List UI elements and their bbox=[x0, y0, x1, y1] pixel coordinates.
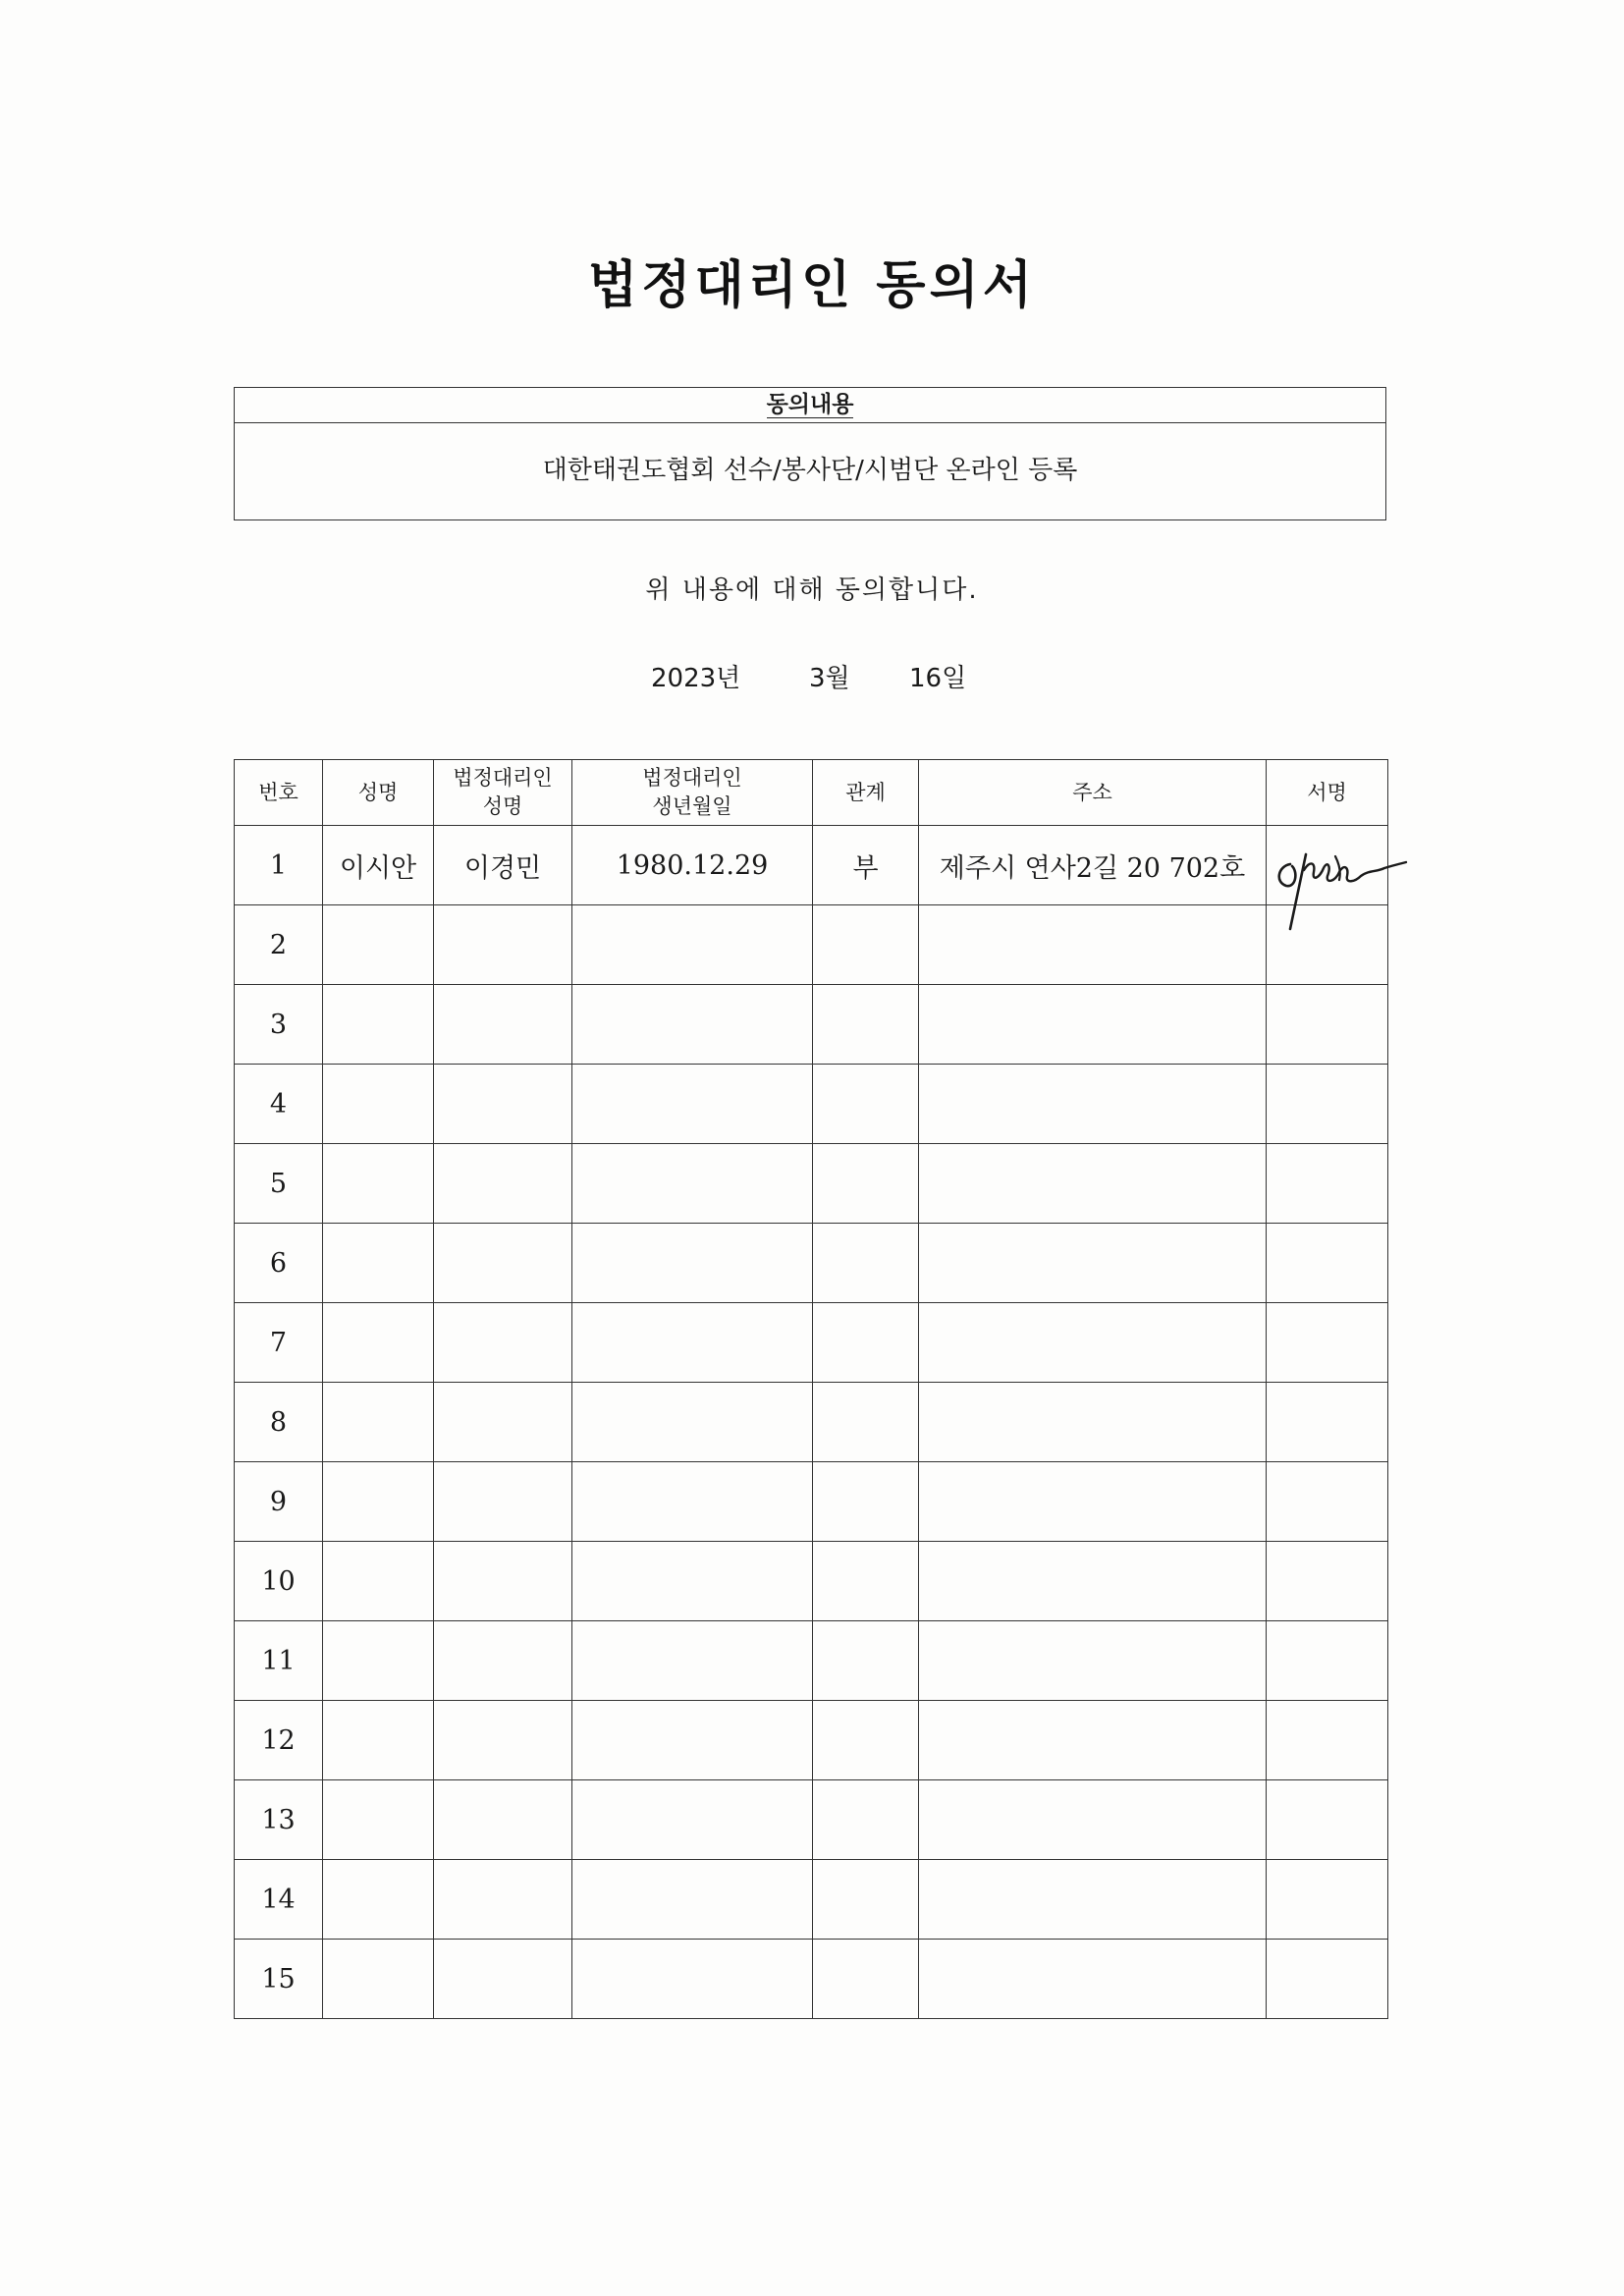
cell-relation bbox=[813, 1860, 919, 1940]
table-row bbox=[235, 1701, 1388, 1780]
cell-name bbox=[323, 1065, 434, 1144]
cell-signature bbox=[1267, 985, 1388, 1065]
date-month: 3월 bbox=[809, 664, 850, 693]
table-row bbox=[235, 1383, 1388, 1462]
cell-relation bbox=[813, 1701, 919, 1780]
header-no: 번호 bbox=[235, 760, 323, 826]
table-row bbox=[235, 1303, 1388, 1383]
cell-address bbox=[919, 1701, 1267, 1780]
cell-no: 1 bbox=[235, 826, 323, 905]
cell-address bbox=[919, 1383, 1267, 1462]
cell-name bbox=[323, 1383, 434, 1462]
table-row bbox=[235, 1940, 1388, 2019]
cell-guardian-birth: 1980.12.29 bbox=[572, 826, 813, 905]
consent-content-box bbox=[234, 387, 1386, 520]
cell-signature bbox=[1267, 1701, 1388, 1780]
cell-signature bbox=[1267, 1780, 1388, 1860]
cell-guardian-name bbox=[434, 1701, 572, 1780]
cell-no: 15 bbox=[235, 1940, 323, 2019]
cell-guardian-birth bbox=[572, 1462, 813, 1542]
cell-guardian-name bbox=[434, 905, 572, 985]
cell-address bbox=[919, 1940, 1267, 2019]
cell-no: 8 bbox=[235, 1383, 323, 1462]
header-guardian-name-line1: 법정대리인 bbox=[453, 766, 553, 790]
header-address: 주소 bbox=[919, 760, 1267, 826]
document-title: 법정대리인 동의서 bbox=[588, 255, 1036, 315]
cell-no: 10 bbox=[235, 1542, 323, 1621]
cell-signature bbox=[1267, 1940, 1388, 2019]
cell-relation bbox=[813, 1144, 919, 1224]
table-row bbox=[235, 1542, 1388, 1621]
cell-guardian-birth bbox=[572, 1065, 813, 1144]
table-row bbox=[235, 1144, 1388, 1224]
cell-address: 제주시 연사2길 20 702호 bbox=[919, 826, 1267, 905]
cell-no: 6 bbox=[235, 1224, 323, 1303]
cell-guardian-name bbox=[434, 1065, 572, 1144]
cell-guardian-name bbox=[434, 1542, 572, 1621]
table-row bbox=[235, 1224, 1388, 1303]
cell-guardian-birth bbox=[572, 1940, 813, 2019]
cell-guardian-name bbox=[434, 1224, 572, 1303]
cell-guardian-name bbox=[434, 1303, 572, 1383]
header-guardian-birth-line1: 법정대리인 bbox=[642, 766, 742, 790]
cell-guardian-name bbox=[434, 1940, 572, 2019]
cell-no: 5 bbox=[235, 1144, 323, 1224]
date-day: 16일 bbox=[909, 664, 967, 693]
cell-address bbox=[919, 1144, 1267, 1224]
table-row bbox=[235, 1780, 1388, 1860]
cell-relation bbox=[813, 1462, 919, 1542]
cell-guardian-name bbox=[434, 1462, 572, 1542]
cell-name bbox=[323, 1144, 434, 1224]
cell-guardian-birth bbox=[572, 1701, 813, 1780]
cell-guardian-name bbox=[434, 1383, 572, 1462]
cell-address bbox=[919, 1860, 1267, 1940]
cell-guardian-birth bbox=[572, 1621, 813, 1701]
cell-no: 14 bbox=[235, 1860, 323, 1940]
cell-guardian-birth bbox=[572, 985, 813, 1065]
agreement-statement: 위 내용에 대해 동의합니다. bbox=[645, 575, 979, 605]
cell-name bbox=[323, 1462, 434, 1542]
cell-signature bbox=[1267, 1144, 1388, 1224]
cell-guardian-name bbox=[434, 1144, 572, 1224]
cell-address bbox=[919, 1462, 1267, 1542]
cell-name bbox=[323, 1940, 434, 2019]
handwritten-signature-icon bbox=[1267, 843, 1414, 931]
cell-signature bbox=[1267, 1303, 1388, 1383]
header-name: 성명 bbox=[323, 760, 434, 826]
cell-signature bbox=[1267, 1542, 1388, 1621]
table-header-row bbox=[235, 760, 1388, 826]
cell-guardian-birth bbox=[572, 1542, 813, 1621]
cell-no: 11 bbox=[235, 1621, 323, 1701]
cell-name bbox=[323, 905, 434, 985]
header-signature: 서명 bbox=[1267, 760, 1388, 826]
consent-content: 대한태권도협회 선수/봉사단/시범단 온라인 등록 bbox=[542, 456, 1078, 485]
cell-guardian-name bbox=[434, 985, 572, 1065]
cell-no: 4 bbox=[235, 1065, 323, 1144]
cell-relation: 부 bbox=[813, 826, 919, 905]
consent-header-label: 동의내용 bbox=[766, 392, 854, 417]
cell-no: 13 bbox=[235, 1780, 323, 1860]
cell-relation bbox=[813, 1065, 919, 1144]
cell-name bbox=[323, 985, 434, 1065]
table-row bbox=[235, 1065, 1388, 1144]
cell-relation bbox=[813, 985, 919, 1065]
cell-guardian-birth bbox=[572, 1860, 813, 1940]
cell-signature bbox=[1267, 1383, 1388, 1462]
cell-signature bbox=[1267, 1224, 1388, 1303]
cell-address bbox=[919, 1542, 1267, 1621]
cell-name bbox=[323, 1780, 434, 1860]
cell-signature bbox=[1267, 1860, 1388, 1940]
cell-relation bbox=[813, 1940, 919, 2019]
header-guardian-name-line2: 성명 bbox=[482, 794, 523, 818]
cell-guardian-birth bbox=[572, 1780, 813, 1860]
cell-no: 12 bbox=[235, 1701, 323, 1780]
cell-guardian-birth bbox=[572, 1303, 813, 1383]
cell-guardian-name bbox=[434, 1780, 572, 1860]
cell-signature bbox=[1267, 1462, 1388, 1542]
cell-relation bbox=[813, 1303, 919, 1383]
cell-no: 7 bbox=[235, 1303, 323, 1383]
cell-name bbox=[323, 1621, 434, 1701]
cell-relation bbox=[813, 1383, 919, 1462]
header-guardian-name bbox=[434, 760, 572, 826]
cell-address bbox=[919, 1621, 1267, 1701]
cell-address bbox=[919, 1065, 1267, 1144]
guardian-table bbox=[234, 759, 1388, 2019]
header-relation: 관계 bbox=[813, 760, 919, 826]
table-row bbox=[235, 1860, 1388, 1940]
cell-name bbox=[323, 1860, 434, 1940]
cell-guardian-name bbox=[434, 1860, 572, 1940]
cell-no: 2 bbox=[235, 905, 323, 985]
cell-guardian-name bbox=[434, 1621, 572, 1701]
date-year: 2023년 bbox=[651, 664, 741, 693]
cell-no: 9 bbox=[235, 1462, 323, 1542]
cell-name: 이시안 bbox=[323, 826, 434, 905]
cell-relation bbox=[813, 1780, 919, 1860]
header-guardian-birth bbox=[572, 760, 813, 826]
table-row bbox=[235, 1621, 1388, 1701]
cell-relation bbox=[813, 905, 919, 985]
cell-name bbox=[323, 1701, 434, 1780]
cell-address bbox=[919, 1224, 1267, 1303]
table-row bbox=[235, 985, 1388, 1065]
cell-name bbox=[323, 1303, 434, 1383]
table-row bbox=[235, 826, 1388, 905]
cell-address bbox=[919, 985, 1267, 1065]
cell-name bbox=[323, 1224, 434, 1303]
cell-signature bbox=[1267, 1621, 1388, 1701]
cell-relation bbox=[813, 1224, 919, 1303]
consent-header bbox=[235, 388, 1385, 423]
cell-address bbox=[919, 1303, 1267, 1383]
cell-guardian-birth bbox=[572, 1144, 813, 1224]
cell-no: 3 bbox=[235, 985, 323, 1065]
cell-guardian-name: 이경민 bbox=[434, 826, 572, 905]
cell-guardian-birth bbox=[572, 905, 813, 985]
cell-address bbox=[919, 905, 1267, 985]
table-row bbox=[235, 905, 1388, 985]
cell-guardian-birth bbox=[572, 1383, 813, 1462]
cell-relation bbox=[813, 1621, 919, 1701]
cell-relation bbox=[813, 1542, 919, 1621]
cell-guardian-birth bbox=[572, 1224, 813, 1303]
header-guardian-birth-line2: 생년월일 bbox=[652, 794, 732, 818]
cell-address bbox=[919, 1780, 1267, 1860]
cell-signature bbox=[1267, 1065, 1388, 1144]
cell-name bbox=[323, 1542, 434, 1621]
table-row bbox=[235, 1462, 1388, 1542]
